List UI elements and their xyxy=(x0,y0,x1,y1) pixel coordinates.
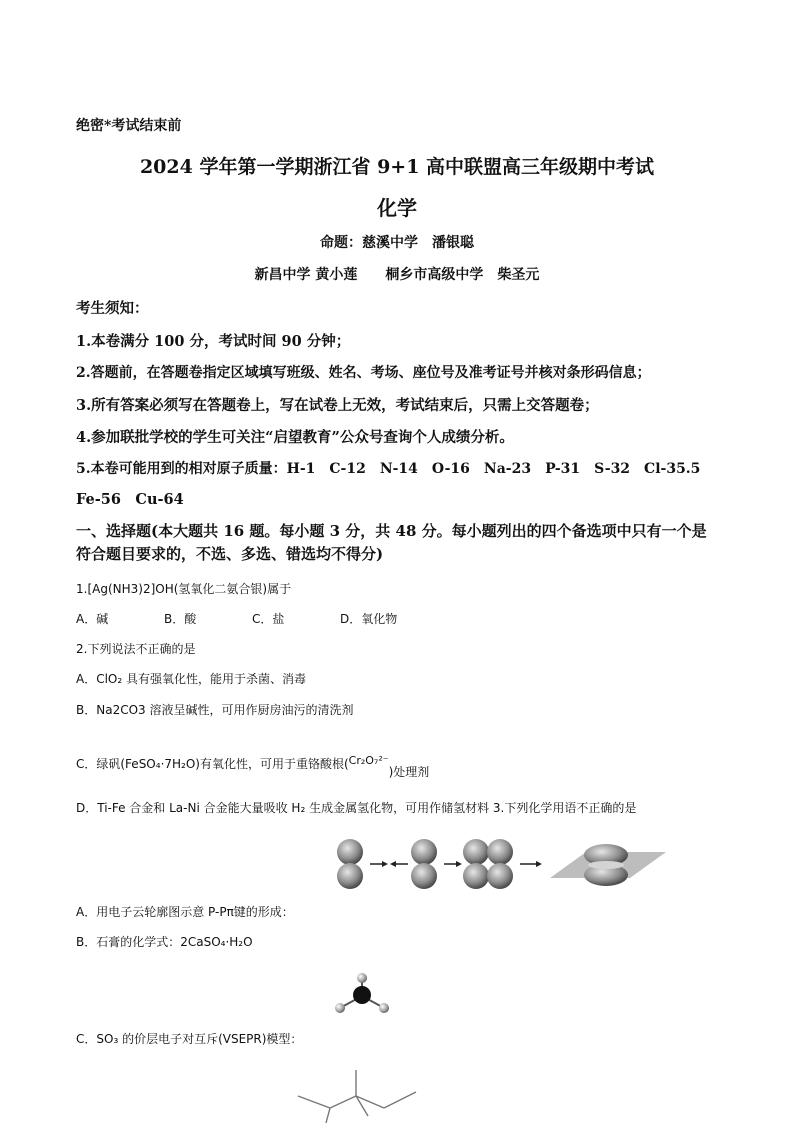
p-orbitals-overlap xyxy=(463,839,513,889)
authors-line-2: 新昌中学 黄小莲 桐乡市高级中学 柴圣元 xyxy=(254,267,540,283)
confidential-mark: 绝密*考试结束前 xyxy=(76,118,182,134)
arrow-icon xyxy=(444,861,462,867)
p-orbital-left xyxy=(337,839,363,889)
question-2-stem: 2.下列说法不正确的是 xyxy=(76,642,196,656)
q2-option-d: D．Ti-Fe 合金和 La-Ni 合金能大量吸收 H₂ 生成金属氢化物，可用作储氢材料 3.下列化学用语不正确的是 xyxy=(76,801,637,815)
q3-option-c: C．SO₃ 的价层电子对互斥(VSEPR)模型： xyxy=(76,1032,303,1046)
q1-option-c: C．盐 xyxy=(252,612,285,626)
arrow-icon xyxy=(390,861,408,867)
q3-option-b: B．石膏的化学式：2CaSO₄·H₂O xyxy=(76,935,253,949)
notice-item: 2.答题前，在答题卷指定区域填写班级、姓名、考场、座位号及准考证号并核对条形码信息； xyxy=(76,365,651,381)
notice-item: 1.本卷满分 100 分，考试时间 90 分钟； xyxy=(76,333,351,350)
q1-option-a: A．碱 xyxy=(76,612,109,626)
section-heading: 一、选择题(本大题共 16 题。每小题 3 分，共 48 分。每小题列出的四个备选项中只有一个是 xyxy=(76,522,707,540)
atom xyxy=(379,1003,389,1013)
q3-option-a: A．用电子云轮廓图示意 P-Pπ键的形成： xyxy=(76,905,294,919)
pi-bond-orbital-figure xyxy=(328,838,668,890)
section-heading-cont: 符合题目要求的，不选、多选、错选均不得分) xyxy=(76,545,384,563)
question-1-stem: 1.[Ag(NH3)2]OH(氢氧化二氨合银)属于 xyxy=(76,582,292,596)
arrow-icon xyxy=(370,861,388,867)
notice-item: 3.所有答案必须写在答题卷上，写在试卷上无效，考试结束后，只需上交答题卷； xyxy=(76,397,599,414)
q1-option-b: B．酸 xyxy=(164,612,197,626)
pi-bond-cloud xyxy=(550,844,666,886)
dichromate-ion: Cr₂O₇²⁻ xyxy=(348,754,389,767)
q2-option-b: B．Na2CO3 溶液呈碱性，可用作厨房油污的清洗剂 xyxy=(76,703,354,717)
notice-item: 5.本卷可能用到的相对原子质量：H-1 C-12 N-14 O-16 Na-23 P-31 S-32 Cl-35.5 xyxy=(76,461,701,477)
atom xyxy=(357,973,367,983)
notice-heading: 考生须知： xyxy=(76,300,149,317)
p-orbital-right xyxy=(411,839,437,889)
notice-item: 4.参加联批学校的学生可关注“启望教育”公众号查询个人成绩分析。 xyxy=(76,429,514,446)
arrow-icon xyxy=(520,861,542,867)
q2-option-a: A．ClO₂ 具有强氧化性，能用于杀菌、消毒 xyxy=(76,672,306,686)
q1-option-d: D．氧化物 xyxy=(340,612,398,626)
q2-option-c-tail: )处理剂 xyxy=(388,765,430,779)
q2-option-c-text: C．绿矾(FeSO₄·7H₂O)有氧化性，可用于重铬酸根( xyxy=(76,757,349,771)
exam-title: 2024 学年第一学期浙江省 9+1 高中联盟高三年级期中考试 xyxy=(139,156,655,178)
central-atom xyxy=(353,986,371,1004)
authors-line-1: 命题：慈溪中学 潘银聪 xyxy=(320,235,474,251)
vsepr-model-figure xyxy=(330,972,394,1018)
notice-item: Fe-56 Cu-64 xyxy=(76,491,184,508)
subject-title: 化学 xyxy=(377,196,417,220)
skeletal-structure-figure xyxy=(292,1066,422,1123)
atom xyxy=(335,1003,345,1013)
q2-option-c xyxy=(76,754,430,779)
